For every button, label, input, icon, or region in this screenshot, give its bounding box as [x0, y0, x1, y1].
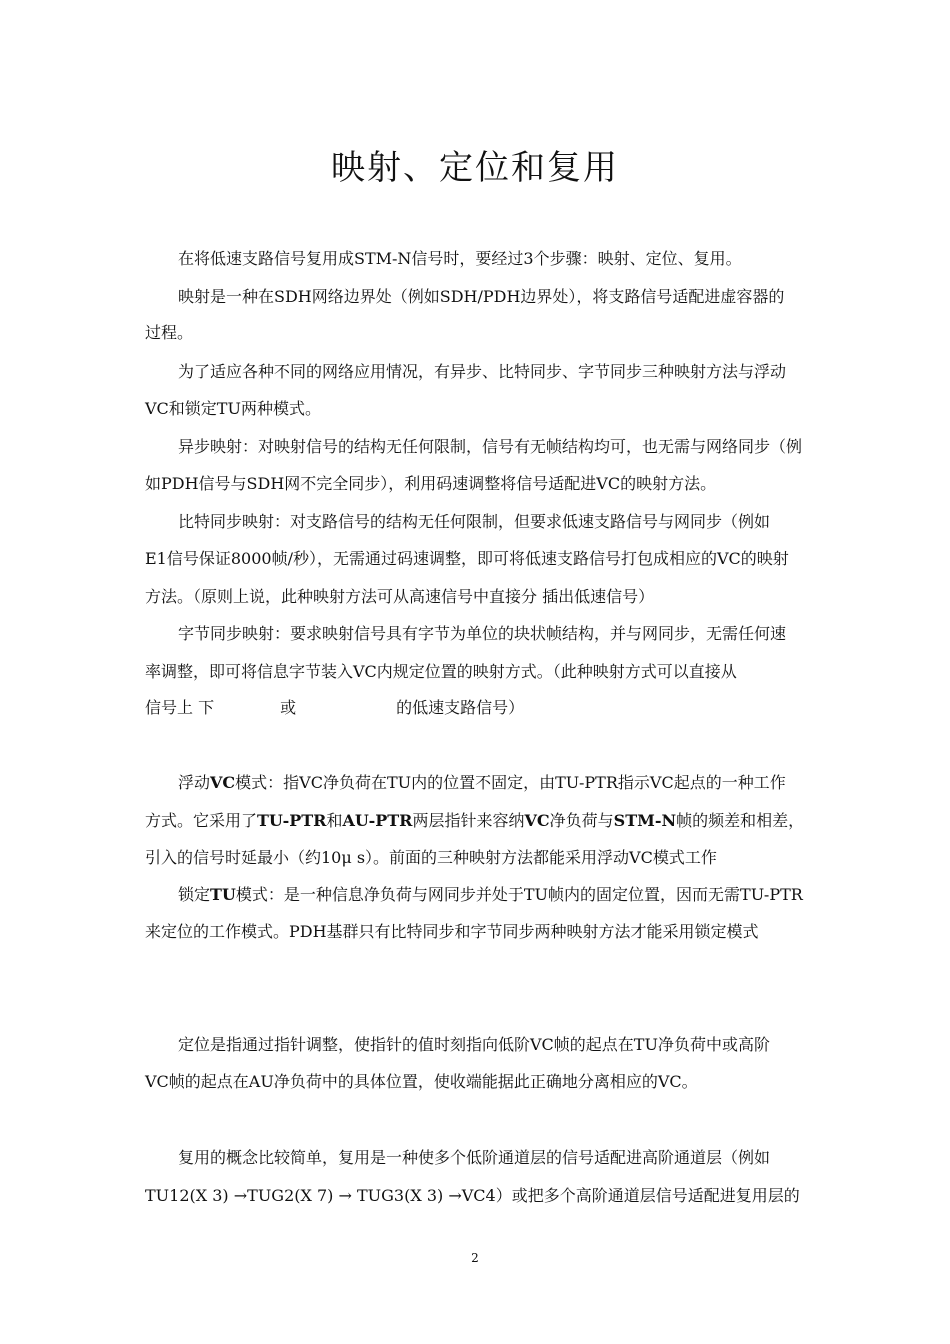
text-fragment: 的低速支路信号） [396, 698, 525, 717]
bold-term: AU-PTR [342, 811, 413, 830]
text-fragment: 锁定 [178, 885, 211, 904]
paragraph-line [178, 885, 803, 905]
bold-term: TU-PTR [257, 811, 327, 830]
paragraph-line: 引入的信号时延最小（约10μ s）。前面的三种映射方法都能采用浮动VC模式工作 [145, 848, 717, 867]
paragraph-line [145, 698, 524, 718]
paragraph-line: 复用的概念比较简单，复用是一种使多个低阶通道层的信号适配进高阶通道层（例如 [178, 1148, 771, 1167]
paragraph-line: 为了适应各种不同的网络应用情况，有异步、比特同步、字节同步三种映射方法与浮动 [178, 362, 787, 381]
paragraph-line: 过程。 [145, 323, 194, 342]
page-title: 映射、定位和复用 [331, 148, 619, 188]
text-fragment: 两层指针来容纳 [412, 811, 525, 830]
paragraph-line [178, 773, 786, 793]
paragraph-line: 字节同步映射：要求映射信号具有字节为单位的块状帧结构，并与网同步，无需任何速 [178, 624, 787, 643]
paragraph-line: E1信号保证8000帧/秒），无需通过码速调整，即可将低速支路信号打包成相应的VC的映射 [145, 549, 789, 568]
paragraph-line: 比特同步映射：对支路信号的结构无任何限制，但要求低速支路信号与网同步（例如 [178, 512, 771, 531]
paragraph-line: 率调整，即可将信息字节装入VC内规定位置的映射方式。（此种映射方式可以直接从 [145, 662, 737, 681]
text-fragment: 或 [280, 698, 297, 717]
text-fragment: 方式。它采用了 [145, 811, 258, 830]
paragraph-line [145, 811, 804, 831]
paragraph-line: 如PDH信号与SDH网不完全同步），利用码速调整将信号适配进VC的映射方法。 [145, 474, 717, 493]
page-number: 2 [471, 1251, 479, 1265]
text-fragment: 信号上 下 [145, 698, 215, 717]
bold-term: STM-N [613, 811, 677, 830]
paragraph-line: 异步映射：对映射信号的结构无任何限制，信号有无帧结构均可，也无需与网络同步（例 [178, 437, 803, 456]
text-fragment: 帧的频差和相差， [676, 811, 805, 830]
text-fragment: 净负荷与 [549, 811, 614, 830]
paragraph-line: VC帧的起点在AU净负荷中的具体位置，使收端能据此正确地分离相应的VC。 [145, 1072, 698, 1091]
text-fragment: 模式：指VC净负荷在TU内的位置不固定，由TU-PTR指示VC起点的一种工作 [235, 773, 786, 792]
paragraph-line: TU12(X 3) →TUG2(X 7) → TUG3(X 3) →VC4）或把多个高阶通道层信号适配进复用层的 [145, 1186, 800, 1205]
text-fragment: 和 [326, 811, 343, 830]
paragraph-line: 映射是一种在SDH网络边界处（例如SDH/PDH边界处），将支路信号适配进虚容器的 [178, 287, 785, 306]
bold-term: VC [524, 811, 550, 830]
paragraph-line: 在将低速支路信号复用成STM-N信号时，要经过3个步骤：映射、定位、复用。 [178, 249, 742, 268]
bold-term: TU [210, 885, 236, 904]
paragraph-line: VC和锁定TU两种模式。 [145, 399, 321, 418]
text-fragment: 模式：是一种信息净负荷与网同步并处于TU帧内的固定位置，因而无需TU-PTR [235, 885, 803, 904]
text-fragment: 浮动 [178, 773, 211, 792]
paragraph-line: 来定位的工作模式。PDH基群只有比特同步和字节同步两种映射方法才能采用锁定模式 [145, 922, 759, 941]
bold-term: VC [210, 773, 236, 792]
paragraph-line: 定位是指通过指针调整，使指针的值时刻指向低阶VC帧的起点在TU净负荷中或高阶 [178, 1035, 770, 1054]
paragraph-line: 方法。（原则上说，此种映射方法可从高速信号中直接分 插出低速信号） [145, 587, 655, 606]
